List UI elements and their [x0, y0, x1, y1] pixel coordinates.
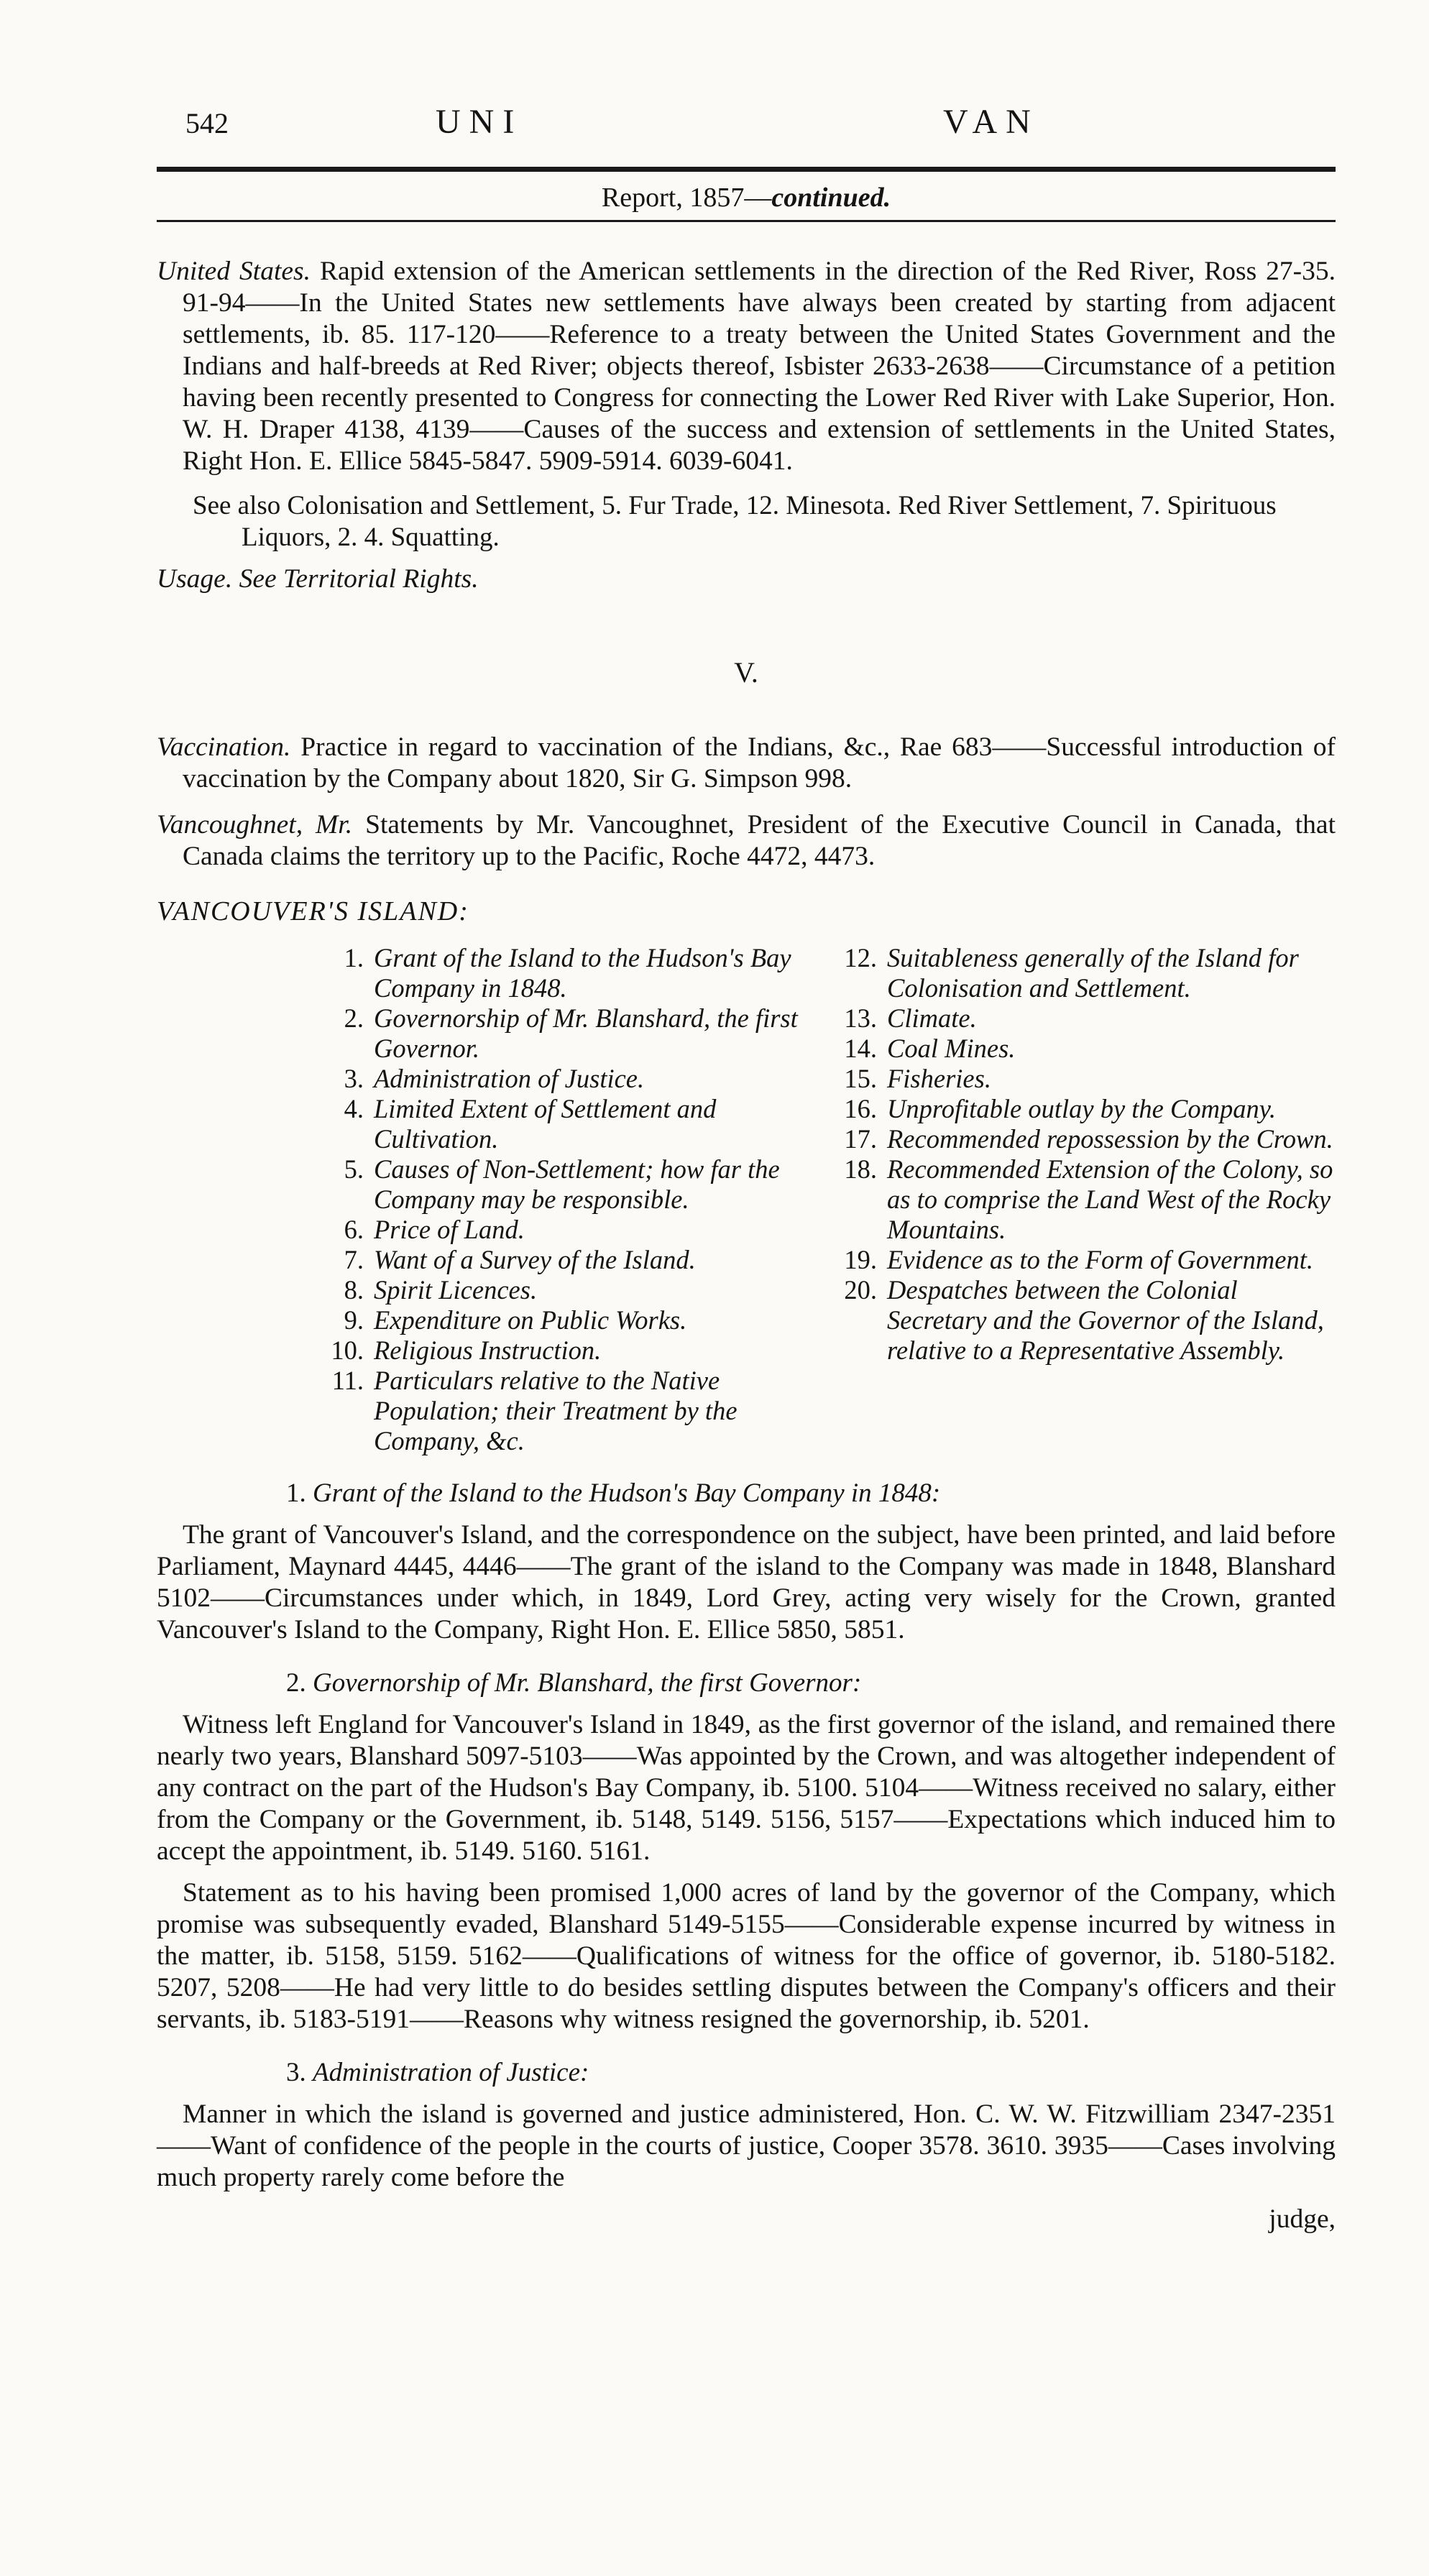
header-left-word: UNI: [436, 103, 523, 141]
contents-item: [315, 1003, 818, 1064]
section-letter: V.: [734, 656, 758, 689]
contents-item-title: Governorship of Mr. Blanshard, the first Governor.: [374, 1003, 798, 1063]
contents-item-number: 17.: [844, 1124, 877, 1154]
contents-item-title: Climate.: [887, 1003, 977, 1033]
contents-item-number: 20.: [844, 1275, 877, 1305]
contents-item: [315, 1275, 818, 1305]
contents-item-title: Suitableness generally of the Island for Colonisation and Settlement.: [887, 943, 1299, 1003]
entry-heading: Vaccination.: [157, 732, 291, 762]
contents-item-title: Limited Extent of Settlement and Cultivation.: [374, 1094, 717, 1154]
contents-item-number: 2.: [344, 1003, 364, 1033]
section-paragraph: The grant of Vancouver's Island, and the correspondence on the subject, have been printed, and laid before Parliament, Maynard 4445, 4446——The grant of the island to the Company was made in 1848, Blanshard 5102——Circumstances under which, in 1849, Lord Grey, acting very wisely for the Crown, granted Vancouver's Island to the Company, Right Hon. E. Ellice 5850, 5851.: [157, 1520, 1336, 1644]
section-number: 1.: [286, 1478, 313, 1508]
entry-text: Practice in regard to vaccination of the Indians, &c., Rae 683——Successful introduction of vaccination by the Company about 1820, Sir G. Simpson 998.: [183, 732, 1336, 794]
contents-item-title: Administration of Justice.: [374, 1064, 645, 1093]
section-title: Administration of Justice:: [313, 2058, 589, 2087]
contents-item-title: Despatches between the Colonial Secretary and the Governor of the Island, relative to a Representative Assembly.: [887, 1275, 1324, 1365]
section-heading: [286, 1668, 1336, 1699]
sections: [157, 1478, 1336, 2235]
continued-catchword: judge,: [1269, 2204, 1336, 2234]
contents-item: [828, 943, 1336, 1003]
section-paragraph: Witness left England for Vancouver's Island in 1849, as the first governor of the island, and remained there nearly two years, Blanshard 5097-5103——Was appointed by the Crown, and was altogether independent of any contract on the part of the Hudson's Bay Company, ib. 5100. 5104——Witness received no salary, either from the Company or the Government, ib. 5148, 5149. 5156, 5157——Expectations which induced him to accept the appointment, ib. 5149. 5160. 5161.: [157, 1710, 1336, 1866]
contents-item-title: Price of Land.: [374, 1215, 525, 1244]
contents-item-title: Expenditure on Public Works.: [374, 1305, 687, 1335]
section-number: 3.: [286, 2058, 313, 2087]
contents-left-column: [315, 943, 818, 1456]
contents-item-title: Want of a Survey of the Island.: [374, 1245, 696, 1274]
contents-item-title: Fisheries.: [887, 1064, 991, 1093]
contents-item-title: Spirit Licences.: [374, 1275, 538, 1305]
running-header: [157, 103, 1336, 150]
contents-item: [828, 1124, 1336, 1154]
section-title: Governorship of Mr. Blanshard, the first Governor:: [313, 1668, 862, 1698]
subtitle-rule: [157, 220, 1336, 222]
contents-item-number: 10.: [331, 1335, 364, 1365]
entry-text: Statements by Mr. Vancoughnet, President of the Executive Council in Canada, that Canada claims the territory up to the Pacific, Roche 4472, 4473.: [183, 810, 1336, 871]
header-right-word: VAN: [943, 103, 1039, 141]
contents-item-number: 18.: [844, 1154, 877, 1184]
contents-item-number: 15.: [844, 1064, 877, 1093]
contents-item: [315, 1215, 818, 1245]
section-title: Grant of the Island to the Hudson's Bay Company in 1848:: [313, 1478, 941, 1508]
section-number: 2.: [286, 1668, 313, 1698]
contents-item: [315, 1064, 818, 1094]
contents-item-number: 11.: [331, 1366, 364, 1395]
contents-item: [315, 1335, 818, 1366]
section-paragraph: Manner in which the island is governed and justice administered, Hon. C. W. W. Fitzwilliam 2347-2351——Want of confidence of the people in the courts of justice, Cooper 3578. 3610. 3935——Cases involving much property rarely come before the: [157, 2099, 1336, 2192]
contents-item-number: 16.: [844, 1094, 877, 1123]
contents-item-number: 14.: [844, 1034, 877, 1063]
contents-item: [828, 1034, 1336, 1064]
contents-item-title: Recommended Extension of the Colony, so as to comprise the Land West of the Rocky Mountains.: [887, 1154, 1333, 1244]
entry-vaccination: [157, 732, 1336, 795]
contents-item: [828, 1094, 1336, 1124]
contents-item-title: Recommended repossession by the Crown.: [887, 1124, 1333, 1154]
contents-item: [315, 943, 818, 1003]
page-body: [157, 256, 1336, 2235]
contents-item-title: Causes of Non-Settlement; how far the Company may be responsible.: [374, 1154, 780, 1214]
see-also-united-states: See also Colonisation and Settlement, 5. Fur Trade, 12. Minesota. Red River Settlement, 7. Spirituous Liquors, 2. 4. Squatting.: [193, 491, 1277, 552]
contents-item-number: 4.: [344, 1094, 364, 1123]
contents-item: [828, 1245, 1336, 1275]
entry-heading: Usage.: [157, 564, 233, 594]
contents-item-title: Coal Mines.: [887, 1034, 1016, 1063]
contents-item: [828, 1275, 1336, 1366]
contents-item: [828, 1154, 1336, 1245]
entry-heading: Vancoughnet, Mr.: [157, 810, 353, 840]
contents-item-number: 12.: [844, 943, 877, 972]
entry-text: Rapid extension of the American settlements in the direction of the Red River, Ross 27-35. 91-94——In the United States new settlements have always been created by starting from adjacent settlements, ib. 85. 117-120——Reference to a treaty between the United States Government and the Indians and half-breeds at Red River; objects thereof, Isbister 2633-2638——Circumstance of a petition having been recently presented to Congress for connecting the Lower Red River with Lake Superior, Hon. W. H. Draper 4138, 4139——Causes of the success and extension of settlements in the United States, Right Hon. E. Ellice 5845-5847. 5909-5914. 6039-6041.: [183, 257, 1336, 476]
contents-item: [828, 1003, 1336, 1034]
contents-item-number: 8.: [344, 1275, 364, 1305]
contents-item-number: 3.: [344, 1064, 364, 1093]
contents-item: [315, 1366, 818, 1456]
contents-item-title: Unprofitable outlay by the Company.: [887, 1094, 1277, 1123]
contents-item-number: 1.: [344, 943, 364, 972]
report-subtitle: [157, 182, 1336, 213]
page-number: 542: [185, 107, 229, 139]
contents-item-number: 5.: [344, 1154, 364, 1184]
subtitle-plain: Report, 1857—: [601, 183, 772, 213]
vancouver-heading: VANCOUVER'S ISLAND:: [157, 896, 469, 926]
section-paragraph: Statement as to his having been promised 1,000 acres of land by the governor of the Company, which promise was subsequently evaded, Blanshard 5149-5155——Considerable expense incurred by witness in the matter, ib. 5158, 5159. 5162——Qualifications of witness for the office of governor, ib. 5180-5182. 5207, 5208——He had very little to do besides settling disputes between the Company's officers and their servants, ib. 5183-5191——Reasons why witness resigned the governorship, ib. 5201.: [157, 1878, 1336, 2034]
contents-item: [315, 1305, 818, 1335]
contents-item-title: Particulars relative to the Native Population; their Treatment by the Company, &c.: [374, 1366, 738, 1455]
contents-item-title: Grant of the Island to the Hudson's Bay Company in 1848.: [374, 943, 791, 1003]
contents-item: [315, 1154, 818, 1215]
contents-item: [315, 1094, 818, 1154]
subtitle-italic: continued.: [771, 183, 891, 213]
entry-usage: [157, 564, 1336, 595]
contents-item-number: 7.: [344, 1245, 364, 1274]
header-rule: [157, 167, 1336, 172]
contents-item-number: 13.: [844, 1003, 877, 1033]
contents-item: [315, 1245, 818, 1275]
contents-item-title: Evidence as to the Form of Government.: [887, 1245, 1313, 1274]
contents-item-number: 19.: [844, 1245, 877, 1274]
contents-item-number: 9.: [344, 1305, 364, 1335]
entry-vancoughnet: [157, 809, 1336, 873]
section-heading: [286, 1478, 1336, 1509]
contents-item-title: Religious Instruction.: [374, 1335, 602, 1365]
contents-item: [828, 1064, 1336, 1094]
entry-heading: United States.: [157, 257, 311, 286]
contents-right-column: [828, 943, 1336, 1456]
contents-item-number: 6.: [344, 1215, 364, 1244]
entry-united-states: [157, 256, 1336, 477]
section-heading: [286, 2057, 1336, 2089]
contents-list: [315, 943, 1336, 1456]
entry-text: See Territorial Rights.: [239, 564, 479, 594]
